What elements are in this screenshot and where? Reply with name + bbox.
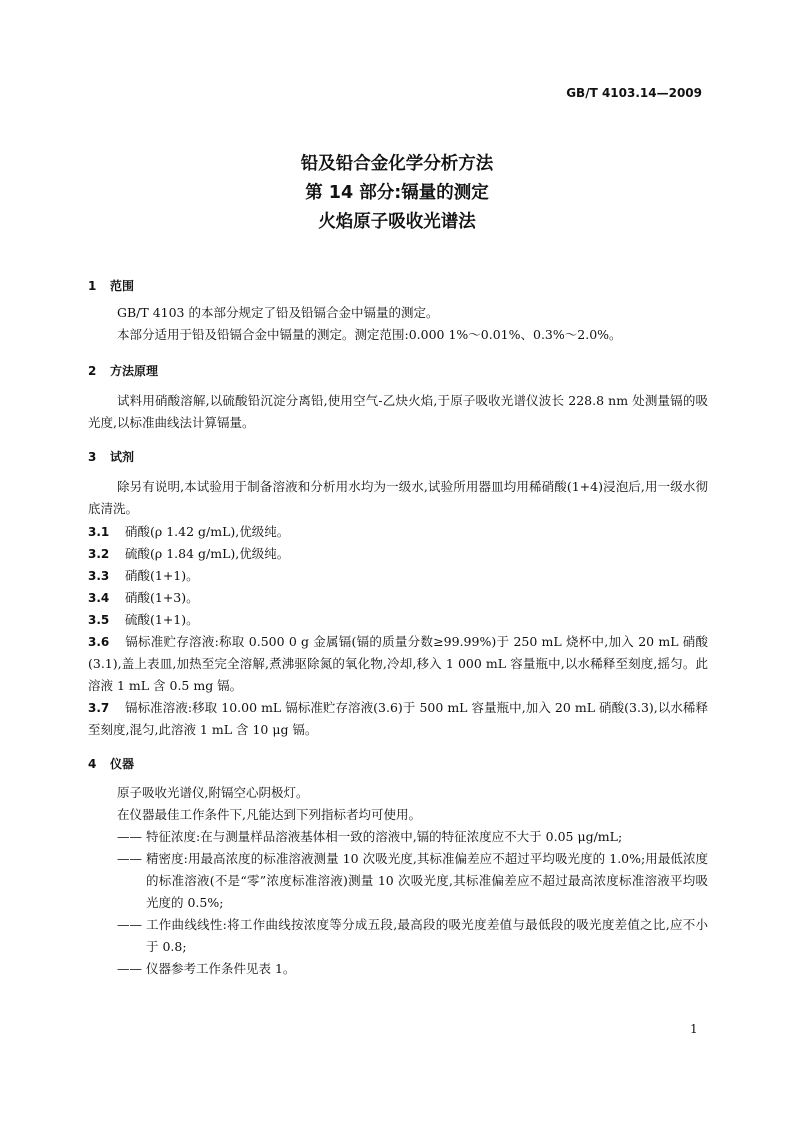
section-2-para-1: 试料用硝酸溶解,以硫酸铅沉淀分离铅,使用空气-乙炔火焰,于原子吸收光谱仪波长 228.8 nm 处测量镉的吸光度,以标准曲线法计算镉量。 xyxy=(88,393,708,430)
item-number: 3.5 xyxy=(88,613,110,627)
reagent-item xyxy=(88,697,708,741)
dash-marker: —— xyxy=(117,829,142,844)
requirement-bullet xyxy=(117,914,708,958)
section-3-heading xyxy=(88,448,134,465)
section-title: 试剂 xyxy=(110,450,135,464)
item-text: 硝酸(ρ 1.42 g/mL),优级纯。 xyxy=(125,524,290,539)
reagent-item xyxy=(88,543,708,565)
section-number: 2 xyxy=(88,364,97,378)
section-number: 1 xyxy=(88,279,97,293)
section-title: 方法原理 xyxy=(110,364,159,378)
standard-code: GB/T 4103.14—2009 xyxy=(566,86,702,100)
section-2-heading xyxy=(88,362,158,379)
reagent-item xyxy=(88,631,708,697)
reagent-item xyxy=(88,609,708,631)
requirement-bullet xyxy=(117,826,708,848)
item-text: 硫酸(1+1)。 xyxy=(125,612,199,627)
title-line-1: 铅及铅合金化学分析方法 xyxy=(300,154,494,174)
bullet-text: 仪器参考工作条件见表 1。 xyxy=(146,961,296,976)
reagent-item xyxy=(88,521,708,543)
section-title: 范围 xyxy=(110,279,135,293)
bullet-text: 精密度:用最高浓度的标准溶液测量 10 次吸光度,其标准偏差应不超过平均吸光度的 1.0%;用最低浓度的标准溶液(不是“零”浓度标准溶液)测量 10 次吸光度,其标准偏差应不超过最高浓度标准溶液平均吸光度的 0.5%; xyxy=(146,851,708,910)
page-number: 1 xyxy=(690,1022,698,1036)
item-number: 3.3 xyxy=(88,569,110,583)
item-number: 3.7 xyxy=(88,701,110,715)
bullet-text: 工作曲线线性:将工作曲线按浓度等分成五段,最高段的吸光度差值与最低段的吸光度差值之比,应不小于 0.8; xyxy=(146,917,708,954)
section-number: 4 xyxy=(88,757,97,771)
section-number: 3 xyxy=(88,450,97,464)
section-4-para-2: 在仪器最佳工作条件下,凡能达到下列指标者均可使用。 xyxy=(117,807,421,822)
section-1-para-2: 本部分适用于铅及铅镉合金中镉量的测定。测定范围:0.000 1%～0.01%、0.3%～2.0%。 xyxy=(117,327,622,342)
section-3-para-1: 除另有说明,本试验用于制备溶液和分析用水均为一级水,试验所用器皿均用稀硝酸(1+4)浸泡后,用一级水彻底清洗。 xyxy=(88,479,708,516)
item-text: 硝酸(1+3)。 xyxy=(125,590,199,605)
document-title xyxy=(0,150,794,237)
title-line-2: 第 14 部分:镉量的测定 xyxy=(305,183,489,203)
dash-marker: —— xyxy=(117,917,142,932)
item-number: 3.4 xyxy=(88,591,110,605)
dash-marker: —— xyxy=(117,961,142,976)
section-1-heading xyxy=(88,277,134,294)
item-text: 镉标准贮存溶液:称取 0.500 0 g 金属镉(镉的质量分数≥99.99%)于 250 mL 烧杯中,加入 20 mL 硝酸(3.1),盖上表皿,加热至完全溶解,煮沸驱除氮的氧化物,冷却,移入 1 000 mL 容量瓶中,以水稀释至刻度,摇匀。此溶液 1 mL 含 0.5 mg 镉。 xyxy=(88,634,708,693)
item-text: 硝酸(1+1)。 xyxy=(125,568,199,583)
item-number: 3.1 xyxy=(88,525,110,539)
requirement-bullet xyxy=(117,958,708,980)
item-text: 硫酸(ρ 1.84 g/mL),优级纯。 xyxy=(125,546,290,561)
requirement-bullet xyxy=(117,848,708,914)
title-line-3: 火焰原子吸收光谱法 xyxy=(318,212,476,232)
bullet-text: 特征浓度:在与测量样品溶液基体相一致的溶液中,镉的特征浓度应不大于 0.05 μg/mL; xyxy=(146,829,623,844)
section-1-para-1: GB/T 4103 的本部分规定了铅及铅镉合金中镉量的测定。 xyxy=(117,305,439,320)
item-number: 3.6 xyxy=(88,635,110,649)
item-number: 3.2 xyxy=(88,547,110,561)
section-4-heading xyxy=(88,755,134,772)
dash-marker: —— xyxy=(117,851,142,866)
reagent-item xyxy=(88,587,708,609)
item-text: 镉标准溶液:移取 10.00 mL 镉标准贮存溶液(3.6)于 500 mL 容量瓶中,加入 20 mL 硝酸(3.3),以水稀释至刻度,混匀,此溶液 1 mL 含 10 μg 镉。 xyxy=(88,700,708,737)
reagent-item xyxy=(88,565,708,587)
section-4-para-1: 原子吸收光谱仪,附镉空心阴极灯。 xyxy=(117,785,309,800)
section-title: 仪器 xyxy=(110,757,135,771)
